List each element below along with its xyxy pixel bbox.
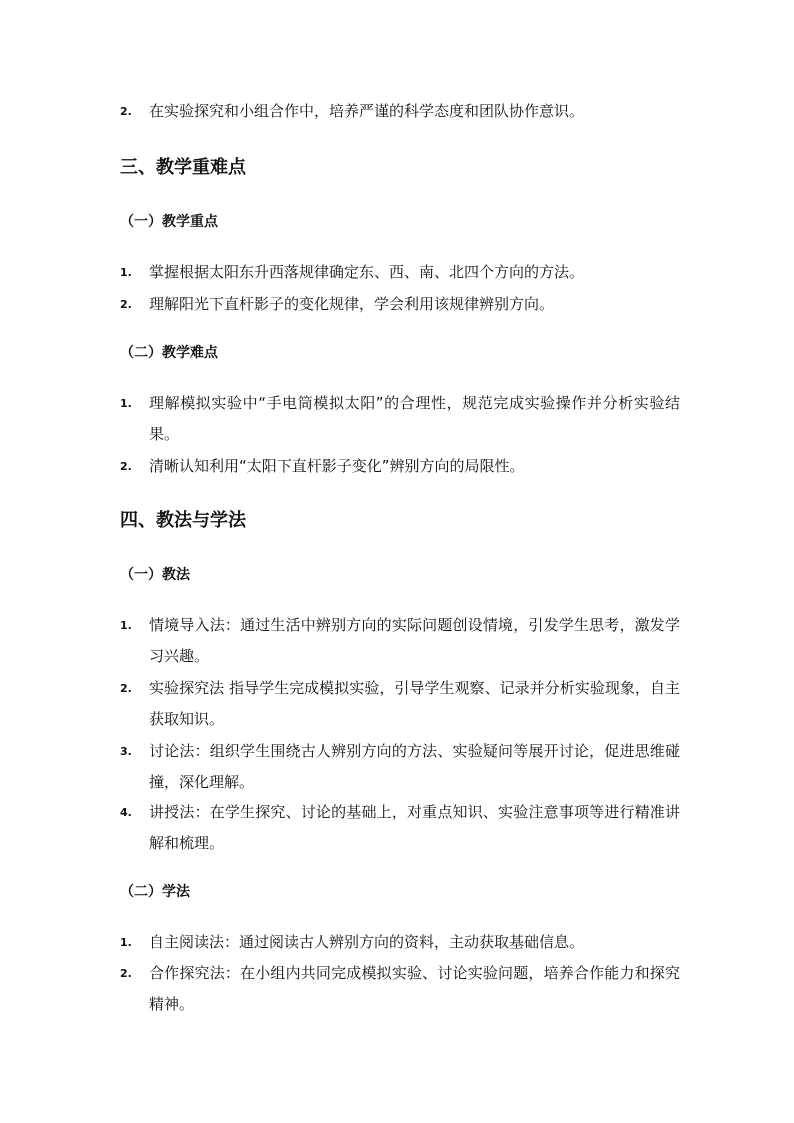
list-item — [120, 673, 680, 735]
list-number: 1. — [120, 936, 132, 949]
list-item — [120, 451, 680, 482]
subsection-heading: （二）学法 — [120, 884, 190, 900]
list-text: 合作探究法：在小组内共同完成模拟实验、讨论实验问题，培养合作能力和探究精神。 — [149, 964, 680, 1013]
list-number: 2. — [120, 967, 132, 980]
list-text: 情境导入法：通过生活中辨别方向的实际问题创设情境，引发学生思考，激发学习兴趣。 — [149, 616, 680, 665]
list-number: 3. — [120, 745, 132, 758]
list-item — [120, 736, 680, 798]
subsection-heading: （二）教学难点 — [120, 345, 218, 361]
list-text: 讲授法：在学生探究、讨论的基础上，对重点知识、实验注意事项等进行精准讲解和梳理。 — [149, 803, 680, 852]
list-text: 自主阅读法：通过阅读古人辨别方向的资料，主动获取基础信息。 — [149, 933, 585, 951]
list-number: 2. — [120, 460, 132, 473]
subsection-heading: （一）教学重点 — [120, 214, 218, 230]
list-number: 2. — [120, 682, 132, 695]
list-item — [120, 289, 680, 320]
list-number: 1. — [120, 397, 132, 410]
list-item — [120, 927, 680, 958]
list-item — [120, 610, 680, 672]
list-item — [120, 257, 680, 288]
list-text: 实验探究法 指导学生完成模拟实验，引导学生观察、记录并分析实验现象，自主获取知识。 — [149, 679, 680, 728]
list-text: 理解模拟实验中“手电筒模拟太阳”的合理性，规范完成实验操作并分析实验结果。 — [149, 394, 680, 443]
list-number: 2. — [120, 105, 132, 118]
list-item — [120, 958, 680, 1020]
section-heading: 三、教学重难点 — [120, 157, 246, 178]
section-heading: 四、教法与学法 — [120, 510, 246, 531]
list-item — [120, 96, 680, 127]
list-number: 1. — [120, 619, 132, 632]
subsection-heading: （一）教法 — [120, 567, 190, 583]
list-item — [120, 388, 680, 450]
list-text: 在实验探究和小组合作中，培养严谨的科学态度和团队协作意识。 — [149, 102, 585, 120]
list-number: 4. — [120, 806, 132, 819]
list-item — [120, 797, 680, 859]
list-text: 理解阳光下直杆影子的变化规律，学会利用该规律辨别方向。 — [149, 295, 555, 313]
list-text: 掌握根据太阳东升西落规律确定东、西、南、北四个方向的方法。 — [149, 263, 585, 281]
list-number: 1. — [120, 266, 132, 279]
list-text: 讨论法：组织学生围绕古人辨别方向的方法、实验疑问等展开讨论，促进思维碰撞，深化理解。 — [149, 742, 680, 791]
list-text: 清晰认知利用“太阳下直杆影子变化”辨别方向的局限性。 — [149, 457, 525, 475]
list-number: 2. — [120, 298, 132, 311]
